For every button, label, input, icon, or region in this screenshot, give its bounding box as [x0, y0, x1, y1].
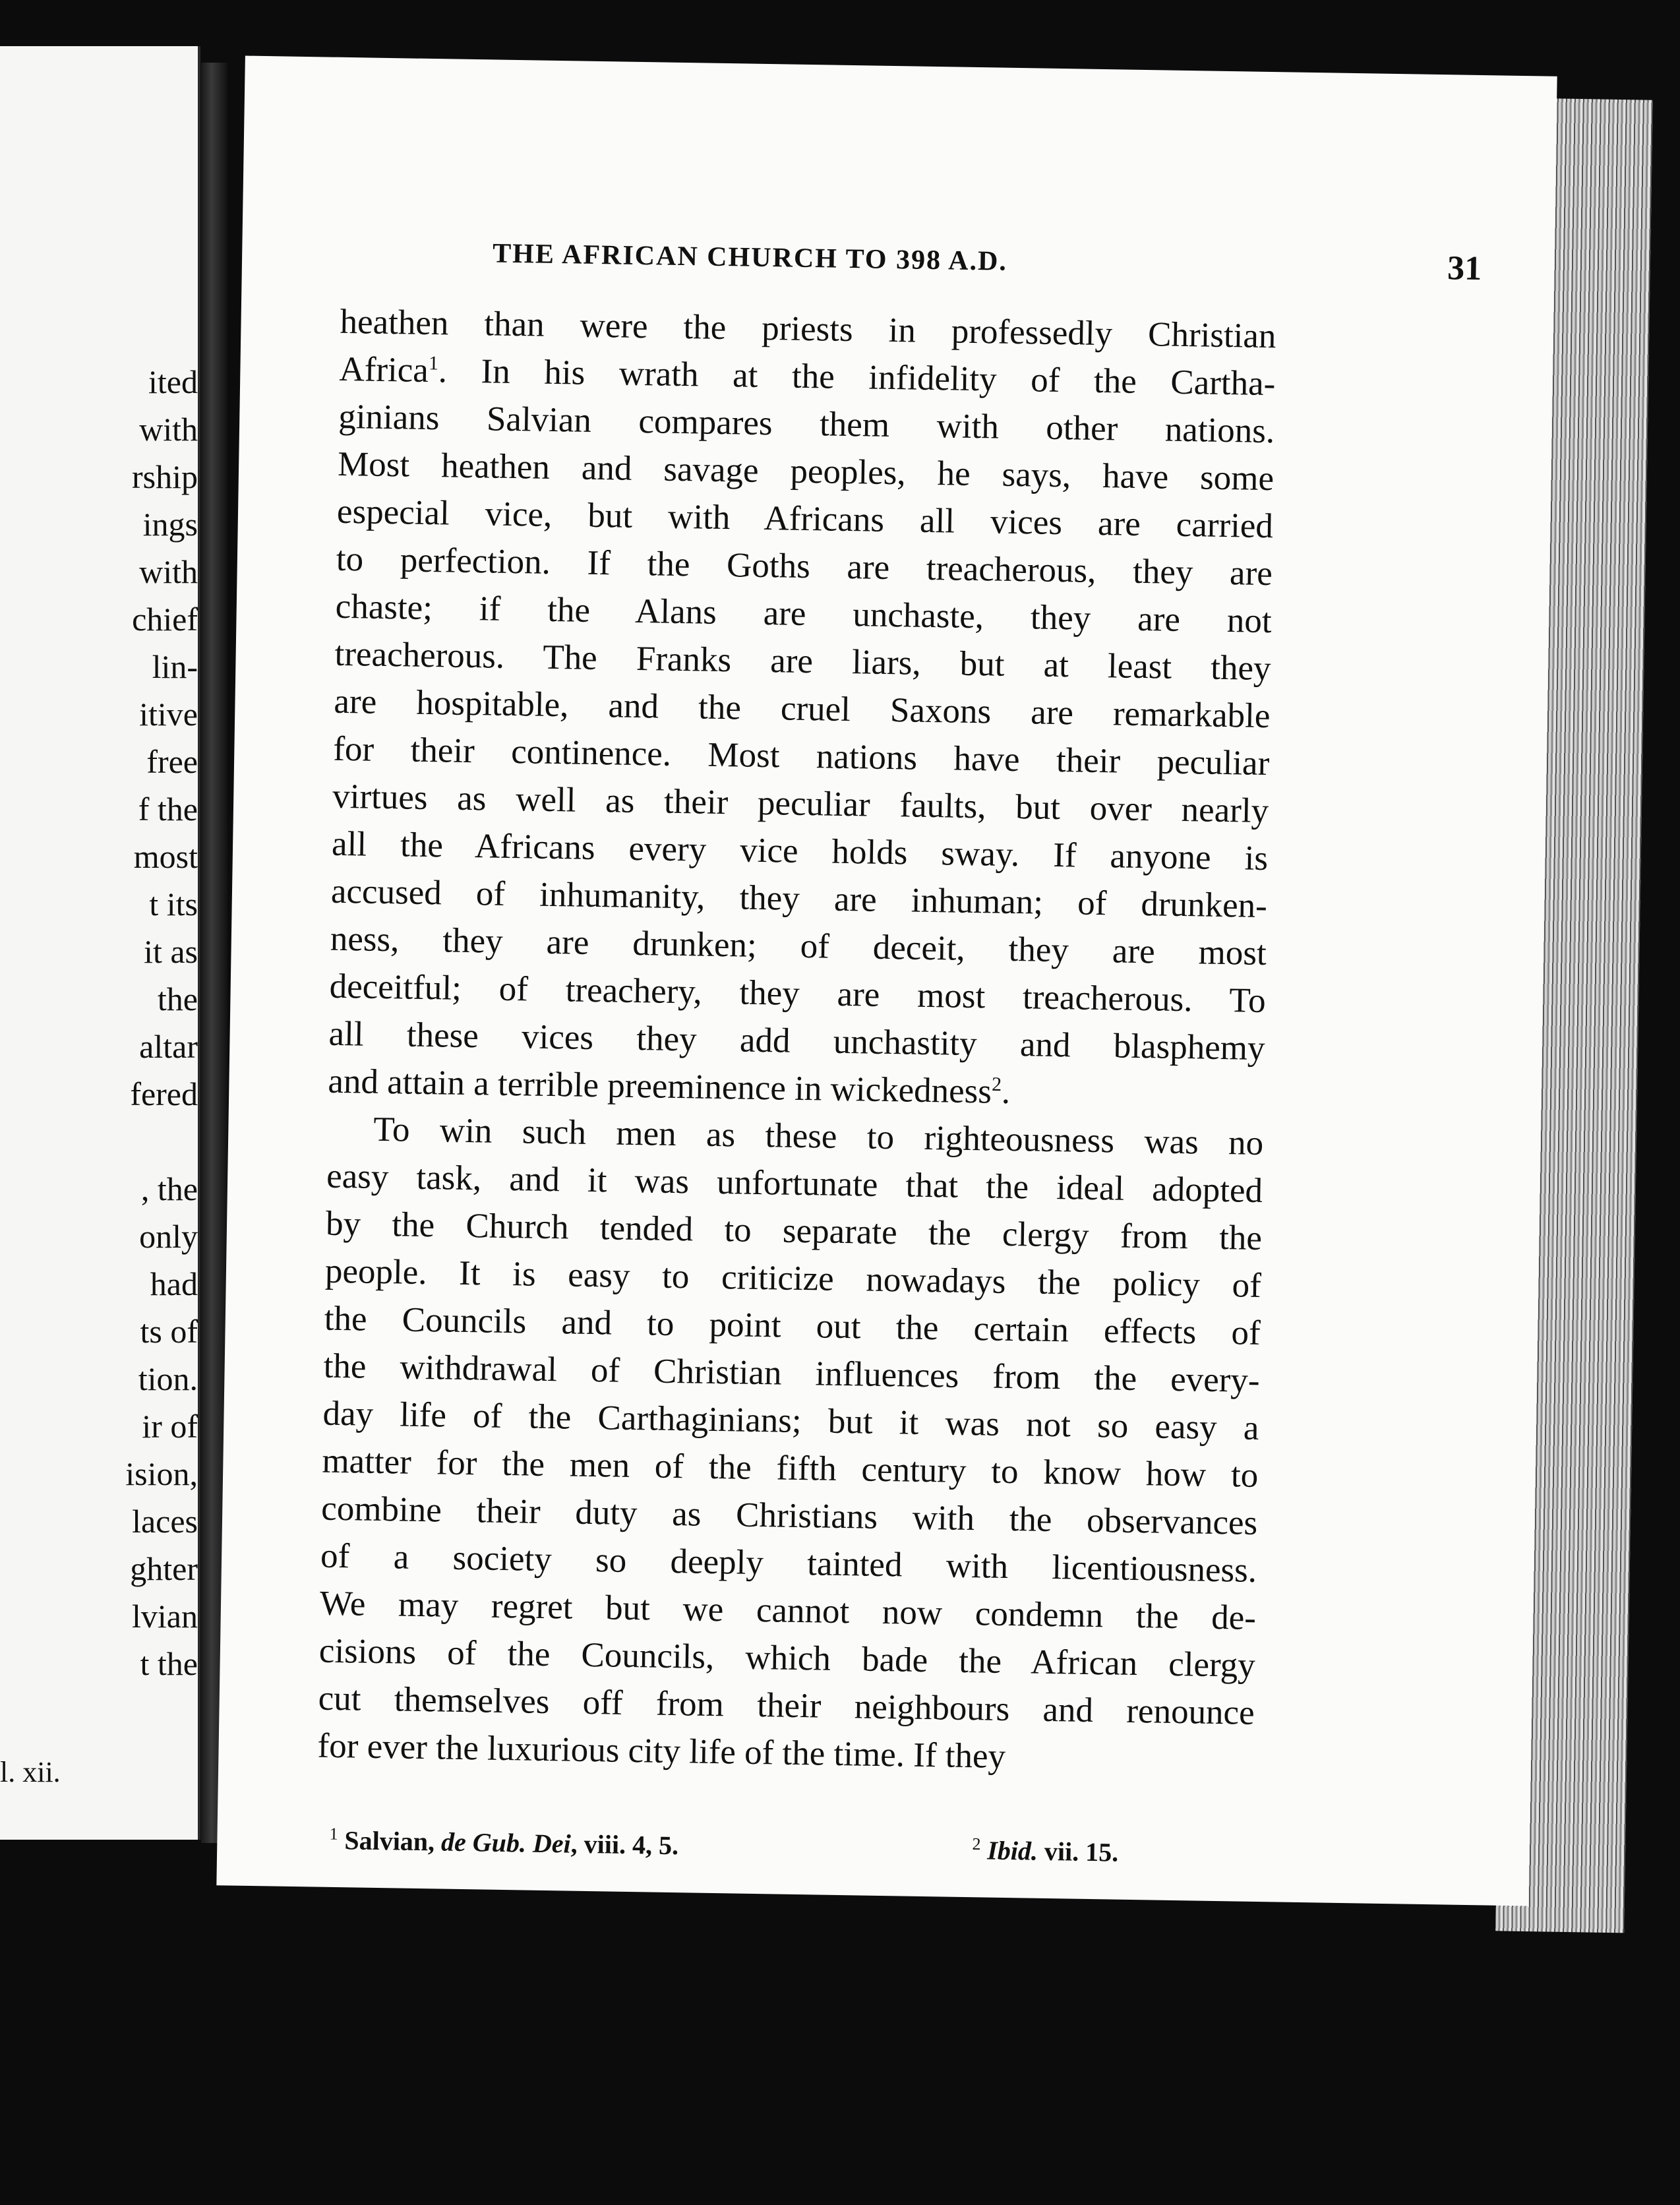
text-line-content: by the Church tended to separate the clergy from the — [325, 1204, 1263, 1257]
text-line-content: Africa — [339, 349, 429, 390]
text-line-content: the withdrawal of Christian influences from the every- — [323, 1346, 1260, 1400]
footnote-reference: 2 — [991, 1073, 1002, 1096]
text-line-content: ginians Salvian compares them with other nations. — [338, 397, 1275, 451]
text-line-content: are hospitable, and the cruel Saxons are remarkable — [334, 682, 1271, 736]
text-line-continuation: . In his wrath at the infidelity of the Cartha- — [438, 351, 1276, 404]
text-line-content: all these vices they add unchastity and blasphemy — [328, 1014, 1265, 1068]
text-line-content: the Councils and to point out the certain effects of — [324, 1299, 1261, 1352]
text-line-content: We may regret but we cannot now condemn the de- — [319, 1584, 1257, 1637]
left-page-line: ision, — [125, 1455, 198, 1492]
footnote-2-mark: 2 — [972, 1834, 981, 1854]
text-line-content: cisions of the Councils, which bade the African clergy — [318, 1631, 1256, 1685]
text-line-content: treacherous. The Franks are liars, but at least they — [334, 634, 1271, 688]
text-line-content: deceitful; of treachery, they are most treacherous. To — [329, 967, 1267, 1021]
text-line-content: combine their duty as Christians with the observances — [320, 1489, 1258, 1542]
left-page-line: ited — [148, 363, 198, 400]
text-line-content: accused of inhumanity, they are inhuman; of drunken- — [330, 872, 1268, 926]
right-page — [216, 56, 1557, 1906]
left-page-mark: l. xii. — [0, 1756, 61, 1788]
text-line-continuation: . — [1001, 1072, 1011, 1111]
footnote-1-ref: , viii. 4, 5. — [570, 1828, 679, 1861]
text-line-content: To win such men as these to righteousness was no — [373, 1110, 1264, 1163]
left-page-line: ts of — [140, 1313, 198, 1350]
left-page-line: had — [150, 1265, 198, 1302]
left-page-line: laces — [132, 1503, 198, 1540]
footnote-2-ref: vii. 15. — [1037, 1836, 1119, 1867]
text-line-content: matter for the men of the fifth century to know how to — [322, 1441, 1259, 1495]
footnotes — [329, 1824, 1240, 1867]
running-head — [492, 237, 1482, 288]
left-page-line: only — [139, 1218, 198, 1255]
text-line-content: especial vice, but with Africans all vices are carried — [336, 492, 1274, 546]
left-page-line: t its — [149, 886, 198, 922]
left-page — [0, 46, 200, 1840]
text-line-content: for their continence. Most nations have their peculiar — [332, 729, 1270, 783]
left-page-line: most — [133, 838, 198, 875]
footnote-2-title: Ibid. — [986, 1835, 1038, 1866]
footnote-1-mark: 1 — [329, 1824, 338, 1844]
text-line-content: people. It is easy to criticize nowadays the policy of — [324, 1252, 1262, 1305]
text-line-content: chaste; if the Alans are unchaste, they are not — [335, 587, 1273, 641]
left-page-line: with — [139, 411, 198, 448]
footnote-1 — [329, 1825, 678, 1861]
text-line-content: to perfection. If the Goths are treacherous, they are — [336, 539, 1273, 593]
body-text — [317, 298, 1276, 1784]
left-page-line: altar — [139, 1028, 198, 1065]
footnote-1-author: Salvian, — [344, 1825, 442, 1857]
running-head-title: THE AFRICAN CHURCH TO 398 A.D. — [492, 238, 1008, 277]
left-page-line: fered — [130, 1075, 198, 1112]
text-line-content: Most heathen and savage peoples, he says, have some — [337, 444, 1275, 498]
left-page-line: it as — [144, 933, 198, 970]
left-page-line: with — [139, 553, 198, 590]
text-line-content: day life of the Carthaginians; but it was not so easy a — [322, 1394, 1259, 1447]
left-page-line: f the — [138, 791, 198, 828]
left-page-line: ghter — [130, 1550, 198, 1587]
text-line-content: for ever the luxurious city life of the time. If they — [317, 1726, 1006, 1776]
text-line-content: and attain a terrible preeminence in wickedness — [328, 1062, 992, 1111]
left-page-line: tion. — [138, 1360, 198, 1397]
left-page-line: t the — [140, 1645, 198, 1682]
text-line-content: cut themselves off from their neighbours and renounce — [318, 1679, 1255, 1732]
left-page-line: , the — [140, 1170, 198, 1207]
left-page-line: lvian — [132, 1598, 198, 1635]
page-number: 31 — [1447, 249, 1482, 288]
text-line-content: virtues as well as their peculiar faults, but over nearly — [332, 777, 1269, 831]
text-line-content: easy task, and it was unfortunate that the ideal adopted — [326, 1157, 1263, 1210]
left-page-line: itive — [139, 696, 198, 733]
footnote-reference: 1 — [428, 352, 439, 375]
left-page-line: ings — [142, 506, 198, 543]
footnote-1-title: de Gub. Dei — [440, 1827, 572, 1859]
text-line-content: heathen than were the priests in professedly Christian — [340, 302, 1276, 356]
left-page-line: the — [157, 981, 198, 1017]
text-line-content: all the Africans every vice holds sway. If anyone is — [331, 824, 1269, 878]
left-page-line: chief — [132, 601, 198, 638]
left-page-line: lin- — [152, 648, 198, 685]
left-page-line: ir of — [142, 1408, 198, 1445]
text-line-content: of a society so deeply tainted with licentiousness. — [320, 1536, 1257, 1590]
footnote-2 — [972, 1834, 1119, 1867]
text-line-content: ness, they are drunken; of deceit, they are most — [330, 919, 1267, 973]
left-page-line: rship — [132, 458, 198, 495]
left-page-line: free — [146, 743, 198, 780]
